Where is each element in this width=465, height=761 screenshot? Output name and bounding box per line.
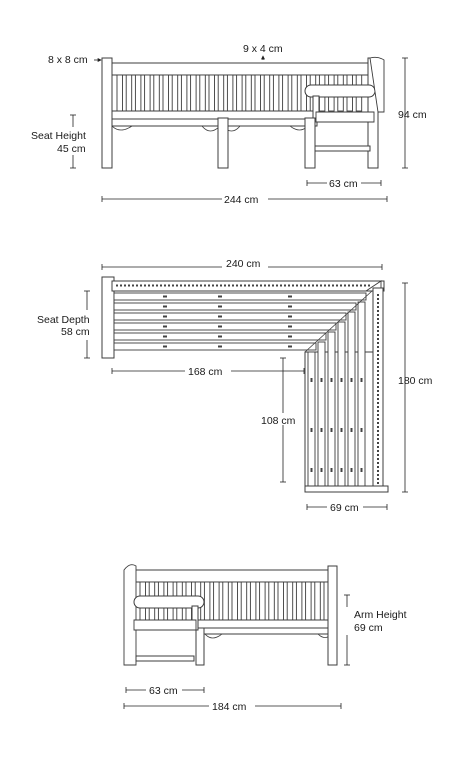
rail-dot xyxy=(377,482,379,484)
rail-dot xyxy=(256,285,258,287)
arm-height-label: Arm Height xyxy=(354,609,407,621)
rail-dot xyxy=(336,285,338,287)
rail-dot xyxy=(292,285,294,287)
rail-dot xyxy=(152,285,154,287)
rail-dot xyxy=(116,285,118,287)
rail-dot xyxy=(232,285,234,287)
front-slat xyxy=(255,75,261,111)
rail-dot xyxy=(377,470,379,472)
side-slat xyxy=(278,582,284,620)
rail-dot xyxy=(176,285,178,287)
front-slat xyxy=(227,75,233,111)
rail-dot xyxy=(377,370,379,372)
front-slat xyxy=(145,75,151,111)
rail-dot xyxy=(348,285,350,287)
rail-dot xyxy=(284,285,286,287)
inner-return-label: 108 cm xyxy=(261,415,296,427)
rail-dot xyxy=(377,362,379,364)
rail-dot xyxy=(377,314,379,316)
rail-dot xyxy=(377,402,379,404)
side-slat xyxy=(204,582,210,620)
front-slat xyxy=(126,75,132,111)
front-slat xyxy=(191,75,197,111)
rail-dot xyxy=(140,285,142,287)
arm-section-side-label: 63 cm xyxy=(149,685,178,697)
plan-return-fixing xyxy=(361,468,363,472)
rail-dot xyxy=(377,414,379,416)
plan-slat-fixing xyxy=(218,326,222,328)
rail-dot xyxy=(377,462,379,464)
plan-slat-fixing xyxy=(218,346,222,348)
side-slat xyxy=(223,582,229,620)
rail-dot xyxy=(332,285,334,287)
inner-length-label: 168 cm xyxy=(188,366,223,378)
plan-slat-fixing xyxy=(163,316,167,318)
rail-dot xyxy=(264,285,266,287)
front-slat xyxy=(283,75,289,111)
plan-return-fixing xyxy=(311,428,313,432)
rail-dot xyxy=(344,285,346,287)
rail-dot xyxy=(208,285,210,287)
side-elevation-view xyxy=(124,565,337,665)
rail-dot xyxy=(377,386,379,388)
rail-dot xyxy=(196,285,198,287)
plan-return-fixing xyxy=(341,468,343,472)
plan-return-fixing xyxy=(341,378,343,382)
front-slat xyxy=(172,75,178,111)
rail-dot xyxy=(172,285,174,287)
side-slat xyxy=(315,582,321,620)
rail-dot xyxy=(377,442,379,444)
rail-dot xyxy=(124,285,126,287)
rail-dot xyxy=(276,285,278,287)
front-slat xyxy=(200,75,206,111)
front-slat xyxy=(209,75,215,111)
front-slat xyxy=(117,75,123,111)
front-slat xyxy=(246,75,252,111)
rail-dot xyxy=(377,326,379,328)
plan-return-fixing xyxy=(331,468,333,472)
plan-return-fixing xyxy=(361,378,363,382)
rail-dot xyxy=(377,394,379,396)
rail-dot xyxy=(377,354,379,356)
plan-slat-fixing xyxy=(218,296,222,298)
plan-slat-fixing xyxy=(288,316,292,318)
plan-slat-fixing xyxy=(288,306,292,308)
backrail-size-label: 9 x 4 cm xyxy=(243,43,283,55)
plan-return-slat xyxy=(318,342,325,486)
rail-dot xyxy=(240,285,242,287)
plan-return-fixing xyxy=(321,428,323,432)
side-slat xyxy=(306,582,312,620)
rail-dot xyxy=(212,285,214,287)
rail-dot xyxy=(356,285,358,287)
rail-dot xyxy=(377,422,379,424)
rail-dot xyxy=(377,398,379,400)
side-slat xyxy=(232,582,238,620)
rail-dot xyxy=(308,285,310,287)
rail-dot xyxy=(377,450,379,452)
plan-slat xyxy=(114,303,356,310)
rail-dot xyxy=(377,378,379,380)
front-elevation-view xyxy=(102,57,384,168)
rail-dot xyxy=(377,446,379,448)
rail-dot xyxy=(340,285,342,287)
seat-height-label: Seat Height xyxy=(31,130,86,142)
plan-return-fixing xyxy=(321,378,323,382)
front-slat xyxy=(181,75,187,111)
plan-return-slat xyxy=(308,352,315,486)
rail-dot xyxy=(377,474,379,476)
front-slat xyxy=(163,75,169,111)
plan-return-fixing xyxy=(341,428,343,432)
plan-slat-fixing xyxy=(288,326,292,328)
rail-dot xyxy=(377,458,379,460)
rail-dot xyxy=(296,285,298,287)
plan-slat xyxy=(114,293,366,300)
rail-dot xyxy=(328,285,330,287)
rail-dot xyxy=(377,374,379,376)
plan-slat-fixing xyxy=(288,296,292,298)
plan-slat xyxy=(114,323,336,330)
plan-return-fixing xyxy=(351,428,353,432)
arm-height-value: 69 cm xyxy=(354,622,383,634)
plan-slat-fixing xyxy=(218,306,222,308)
rail-dot xyxy=(168,285,170,287)
rail-dot xyxy=(377,430,379,432)
rail-dot xyxy=(377,418,379,420)
rail-dot xyxy=(377,318,379,320)
front-slat xyxy=(273,75,279,111)
side-slat xyxy=(214,582,220,620)
rail-dot xyxy=(128,285,130,287)
front-slat xyxy=(135,75,141,111)
plan-return-slat xyxy=(358,302,365,486)
rail-dot xyxy=(377,302,379,304)
side-slat xyxy=(287,582,293,620)
plan-return-fixing xyxy=(331,428,333,432)
rail-dot xyxy=(377,350,379,352)
rail-dot xyxy=(204,285,206,287)
plan-return-fixing xyxy=(311,468,313,472)
rail-dot xyxy=(377,390,379,392)
seat-depth-label: Seat Depth xyxy=(37,314,90,326)
rail-dot xyxy=(360,285,362,287)
rail-dot xyxy=(164,285,166,287)
rail-dot xyxy=(377,346,379,348)
plan-return-fixing xyxy=(331,378,333,382)
rail-dot xyxy=(377,294,379,296)
rail-dot xyxy=(148,285,150,287)
plan-return-fixing xyxy=(351,468,353,472)
rail-dot xyxy=(312,285,314,287)
rail-dot xyxy=(160,285,162,287)
plan-slat-fixing xyxy=(163,346,167,348)
rail-dot xyxy=(377,478,379,480)
rail-dot xyxy=(224,285,226,287)
plan-slat-fixing xyxy=(163,306,167,308)
arm-section-front-label: 63 cm xyxy=(329,178,358,190)
seat-height-value: 45 cm xyxy=(57,143,86,155)
rail-dot xyxy=(377,338,379,340)
rail-dot xyxy=(364,285,366,287)
side-slat xyxy=(241,582,247,620)
plan-length-label: 240 cm xyxy=(226,258,261,270)
rail-dot xyxy=(228,285,230,287)
rail-dot xyxy=(132,285,134,287)
plan-slat-fixing xyxy=(288,346,292,348)
rail-dot xyxy=(377,306,379,308)
rail-dot xyxy=(248,285,250,287)
rail-dot xyxy=(220,285,222,287)
rail-dot xyxy=(184,285,186,287)
rail-dot xyxy=(377,466,379,468)
rail-dot xyxy=(200,285,202,287)
side-length-label: 184 cm xyxy=(212,701,247,713)
plan-return-fixing xyxy=(361,428,363,432)
rail-dot xyxy=(377,342,379,344)
return-width-label: 69 cm xyxy=(330,502,359,514)
rail-dot xyxy=(377,426,379,428)
front-slat xyxy=(264,75,270,111)
plan-return-slat xyxy=(338,322,345,486)
total-height-label: 94 cm xyxy=(398,109,427,121)
front-length-label: 244 cm xyxy=(224,194,259,206)
rail-dot xyxy=(377,454,379,456)
rail-dot xyxy=(377,366,379,368)
plan-slat xyxy=(114,313,346,320)
rail-dot xyxy=(288,285,290,287)
rail-dot xyxy=(136,285,138,287)
plan-return-fixing xyxy=(351,378,353,382)
rail-dot xyxy=(377,334,379,336)
rail-dot xyxy=(377,382,379,384)
rail-dot xyxy=(377,330,379,332)
front-slat xyxy=(154,75,160,111)
front-slat xyxy=(218,75,224,111)
seat-depth-value: 58 cm xyxy=(61,326,90,338)
side-slat xyxy=(250,582,256,620)
plan-slat-fixing xyxy=(218,316,222,318)
rail-dot xyxy=(368,285,370,287)
plan-return-slat xyxy=(328,332,335,486)
rail-dot xyxy=(304,285,306,287)
rail-dot xyxy=(252,285,254,287)
front-slat xyxy=(237,75,243,111)
rail-dot xyxy=(188,285,190,287)
rail-dot xyxy=(216,285,218,287)
rail-dot xyxy=(324,285,326,287)
rail-dot xyxy=(320,285,322,287)
rail-dot xyxy=(377,434,379,436)
rail-dot xyxy=(180,285,182,287)
plan-view xyxy=(102,277,388,492)
plan-return-fixing xyxy=(311,378,313,382)
plan-slat-fixing xyxy=(163,336,167,338)
rail-dot xyxy=(192,285,194,287)
plan-slat-fixing xyxy=(288,336,292,338)
rail-dot xyxy=(144,285,146,287)
front-slat xyxy=(292,75,298,111)
rail-dot xyxy=(236,285,238,287)
rail-dot xyxy=(377,322,379,324)
rail-dot xyxy=(352,285,354,287)
rail-dot xyxy=(280,285,282,287)
plan-return-fixing xyxy=(321,468,323,472)
rail-dot xyxy=(377,438,379,440)
rail-dot xyxy=(272,285,274,287)
rail-dot xyxy=(260,285,262,287)
rail-dot xyxy=(244,285,246,287)
rail-dot xyxy=(377,310,379,312)
return-length-label: 180 cm xyxy=(398,375,433,387)
plan-slat xyxy=(114,343,316,350)
rail-dot xyxy=(120,285,122,287)
plan-slat-fixing xyxy=(218,336,222,338)
rail-dot xyxy=(377,406,379,408)
rail-dot xyxy=(377,410,379,412)
rail-dot xyxy=(377,298,379,300)
rail-dot xyxy=(156,285,158,287)
rail-dot xyxy=(377,358,379,360)
rail-dot xyxy=(300,285,302,287)
plan-slat-fixing xyxy=(163,326,167,328)
rail-dot xyxy=(268,285,270,287)
plan-slat-fixing xyxy=(163,296,167,298)
side-slat xyxy=(269,582,275,620)
rail-dot xyxy=(316,285,318,287)
side-slat xyxy=(296,582,302,620)
plank-size-label: 8 x 8 cm xyxy=(48,54,88,66)
plan-return-slat xyxy=(348,312,355,486)
side-slat xyxy=(260,582,266,620)
